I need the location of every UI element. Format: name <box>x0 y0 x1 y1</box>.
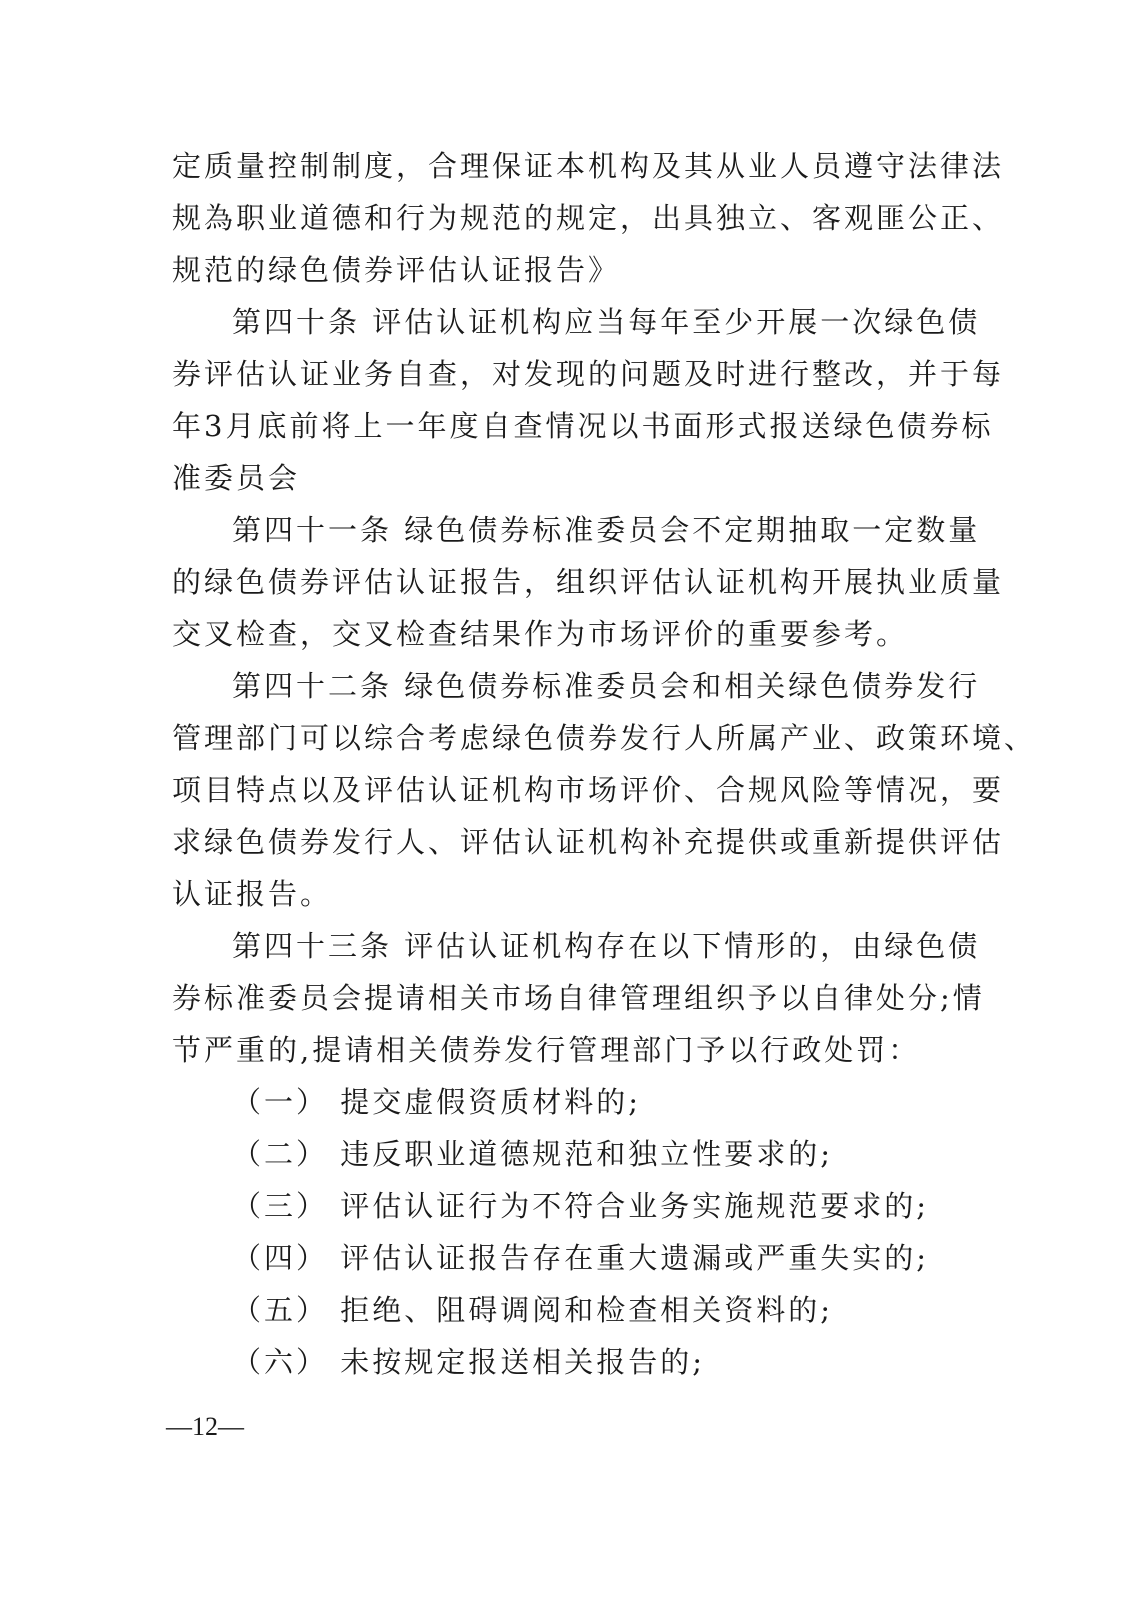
page-number: —12— <box>166 1412 244 1441</box>
list-item: （一） 提交虚假资质材料的; <box>232 1085 641 1119</box>
paragraph-line: 准委员会 <box>172 461 301 495</box>
article-43-heading-line: 第四十三条 评估认证机构存在以下情形的，由绿色债 <box>232 929 981 963</box>
paragraph-line: 的绿色债券评估认证报告，组织评估认证机构开展执业质量 <box>172 565 1005 599</box>
paragraph-line: 规范的绿色债券评估认证报告》 <box>172 253 621 287</box>
paragraph-line: 认证报告。 <box>172 877 333 911</box>
paragraph-line: 券标准委员会提请相关市场自律管理组织予以自律处分;情 <box>172 981 985 1015</box>
paragraph-line: 交叉检查，交叉检查结果作为市场评价的重要参考。 <box>172 617 909 651</box>
paragraph-line: 规為职业道德和行为规范的规定，出具独立、客观匪公正、 <box>172 201 1005 235</box>
paragraph-line: 项目特点以及评估认证机构市场评价、合规风险等情况，要 <box>172 773 1005 807</box>
list-item: （二） 违反职业道德规范和独立性要求的; <box>232 1137 833 1171</box>
paragraph-line: 年3月底前将上一年度自查情况以书面形式报送绿色债券标 <box>172 409 994 443</box>
article-41-heading-line: 第四十一条 绿色债券标准委员会不定期抽取一定数量 <box>232 513 981 547</box>
list-item: （五） 拒绝、阻碍调阅和检查相关资料的; <box>232 1293 833 1327</box>
paragraph-line: 管理部门可以综合考虑绿色债券发行人所属产业、政策环境、 <box>172 721 1037 755</box>
list-item: （三） 评估认证行为不符合业务实施规范要求的; <box>232 1189 929 1223</box>
paragraph-line: 节严重的,提请相关债券发行管理部门予以行政处罚： <box>172 1033 921 1067</box>
paragraph-line: 券评估认证业务自查，对发现的问题及时进行整改，并于每 <box>172 357 1005 391</box>
list-item: （四） 评估认证报告存在重大遗漏或严重失实的; <box>232 1241 929 1275</box>
paragraph-line: 定质量控制制度，合理保证本机构及其从业人员遵守法律法 <box>172 149 1005 183</box>
paragraph-line: 求绿色债券发行人、评估认证机构补充提供或重新提供评估 <box>172 825 1005 859</box>
article-42-heading-line: 第四十二条 绿色债券标准委员会和相关绿色债券发行 <box>232 669 981 703</box>
list-item: （六） 未按规定报送相关报告的; <box>232 1345 705 1379</box>
article-40-heading-line: 第四十条 评估认证机构应当每年至少开展一次绿色债 <box>232 305 981 339</box>
